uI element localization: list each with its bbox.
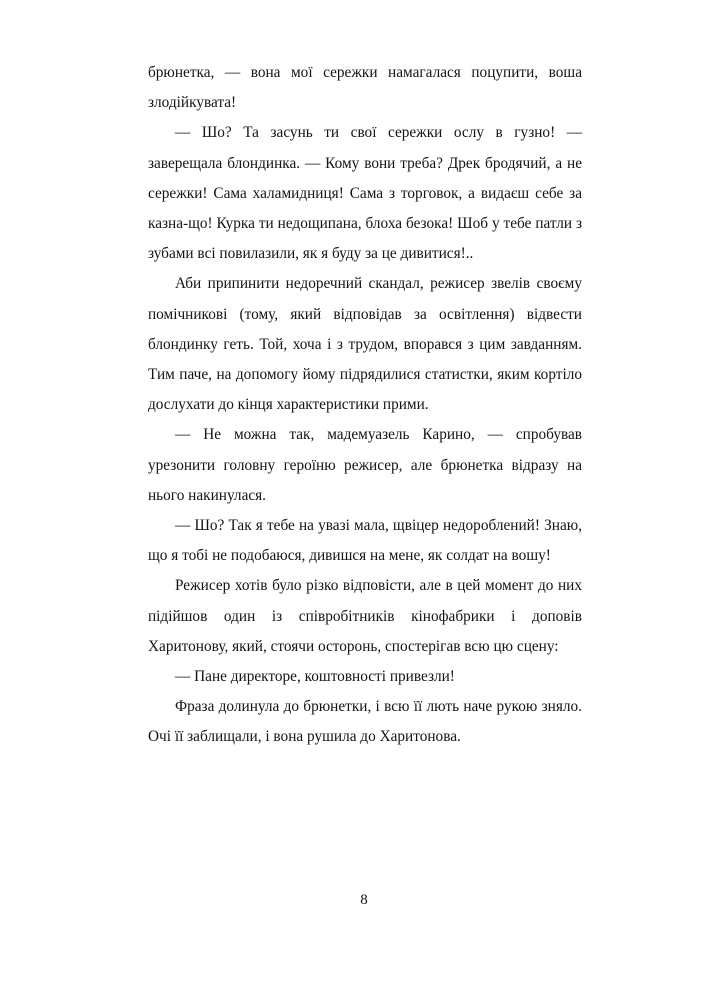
paragraph: Аби припинити недоречний скандал, режисер звелів своєму помічникові (тому, який відповідав за освітлення) відвести блондинку геть. Той, хоча і з трудом, впорався з цим завданням. Тим паче, на допомогу йому підрядилися статистки, яким кортіло дослухати до кінця характеристики прими.: [148, 275, 582, 414]
paragraph: Режисер хотів було різко відповісти, але в цей момент до них підійшов один із співробітників кінофабрики і доповів Харитонову, який, стоячи осторонь, спостерігав всю цю сцену:: [148, 577, 582, 655]
page-text-body: [148, 58, 582, 753]
paragraph: — Пане директоре, коштовності привезли!: [175, 668, 455, 686]
page-number: 8: [360, 892, 368, 908]
paragraph: брюнетка, — вона мої сережки намагалася поцупити, воша злодійкувата!: [148, 64, 582, 112]
paragraph: — Шо? Та засунь ти свої сережки ослу в гузно! — заверещала блондинка. — Кому вони треба? Дрек бродячий, а не сережки! Сама халамидниця! Сама з торговок, а видаєш себе за казна-що! Курка ти недощипана, блоха безока! Шоб у тебе патли з зубами всі повилазили, як я буду за це дивитися!..: [148, 124, 582, 263]
paragraph: — Шо? Так я тебе на увазі мала, щвіцер недороблений! Знаю, що я тобі не подобаюся, дивишся на мене, як солдат на вошу!: [148, 517, 582, 565]
paragraph: Фраза долинула до брюнетки, і всю її лють наче рукою зняло. Очі її заблищали, і вона рушила до Харитонова.: [148, 698, 582, 746]
paragraph: — Не можна так, мадемуазель Карино, — спробував урезонити головну героїню режисер, але брюнетка відразу на нього накинулася.: [148, 426, 582, 504]
